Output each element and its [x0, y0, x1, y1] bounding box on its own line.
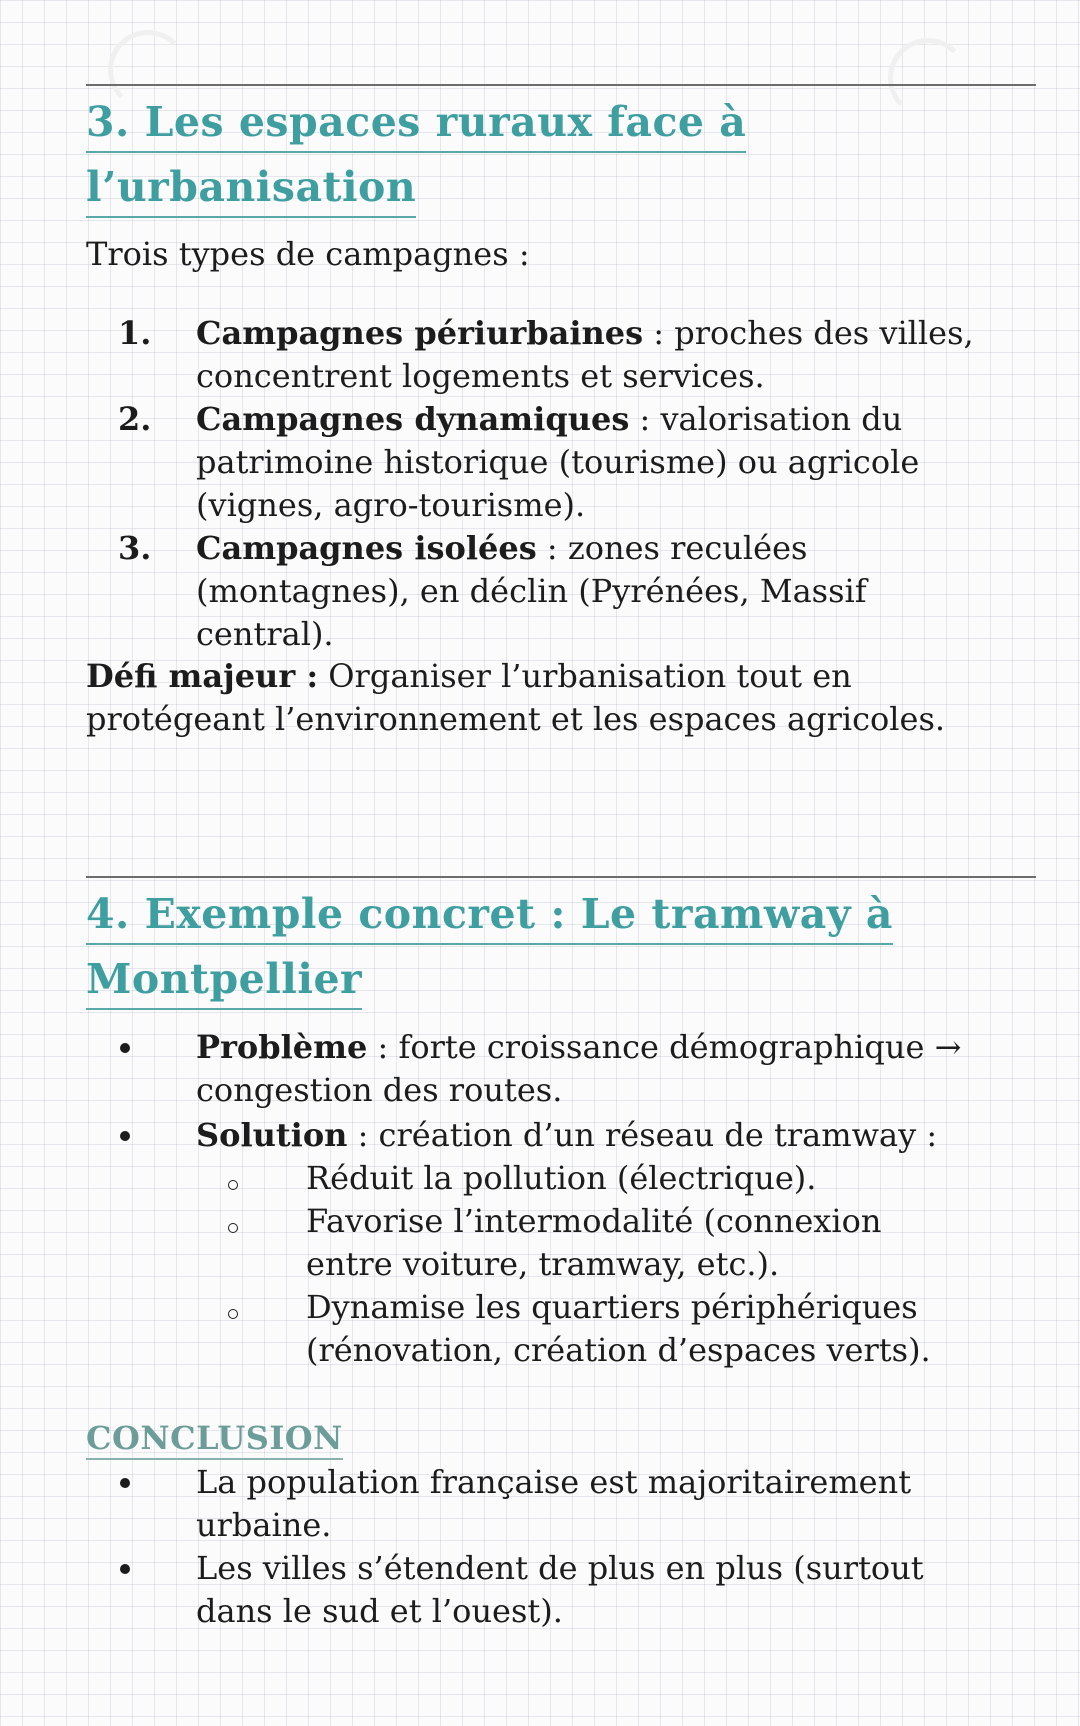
bullet-icon: [120, 1131, 130, 1141]
list-item-text: Problème : forte croissance démographique → congestion des routes.: [196, 1028, 962, 1109]
section-divider: [86, 876, 1036, 878]
list-item-text: Les villes s’étendent de plus en plus (surtout dans le sud et l’ouest).: [196, 1549, 924, 1630]
section-3-intro: Trois types de campagnes :: [86, 235, 530, 273]
list-item-text: Solution : création d’un réseau de tramway :: [196, 1116, 938, 1154]
section-divider: [86, 84, 1036, 86]
list-number: 2.: [118, 400, 152, 438]
list-item-text: Campagnes périurbaines : proches des villes, concentrent logements et services.: [196, 314, 974, 395]
list-number: 3.: [118, 529, 152, 567]
bullet-icon: [120, 1043, 130, 1053]
section-4-heading: 4. Exemple concret : Le tramway à Montpellier: [86, 882, 893, 1012]
list-number: 1.: [118, 314, 152, 352]
conclusion-heading: CONCLUSION: [86, 1418, 343, 1460]
list-item-text: Campagnes isolées : zones reculées (montagnes), en déclin (Pyrénées, Massif central).: [196, 529, 867, 653]
circle-bullet-icon: [228, 1309, 238, 1319]
bullet-icon: [120, 1478, 130, 1488]
list-item-text: La population française est majoritairement urbaine.: [196, 1463, 912, 1544]
sub-list-item-text: Dynamise les quartiers périphériques (rénovation, création d’espaces verts).: [306, 1288, 931, 1369]
circle-bullet-icon: [228, 1180, 238, 1190]
section-3-heading: 3. Les espaces ruraux face à l’urbanisation: [86, 90, 746, 220]
challenge-paragraph: Défi majeur : Organiser l’urbanisation tout en protégeant l’environnement et les espaces agricoles.: [86, 657, 946, 738]
list-item-text: Campagnes dynamiques : valorisation du patrimoine historique (tourisme) ou agricole (vignes, agro-tourisme).: [196, 400, 920, 524]
binder-ring-right: [888, 38, 968, 118]
circle-bullet-icon: [228, 1223, 238, 1233]
sub-list-item-text: Favorise l’intermodalité (connexion entre voiture, tramway, etc.).: [306, 1202, 882, 1283]
sub-list-item-text: Réduit la pollution (électrique).: [306, 1159, 817, 1197]
bullet-icon: [120, 1564, 130, 1574]
